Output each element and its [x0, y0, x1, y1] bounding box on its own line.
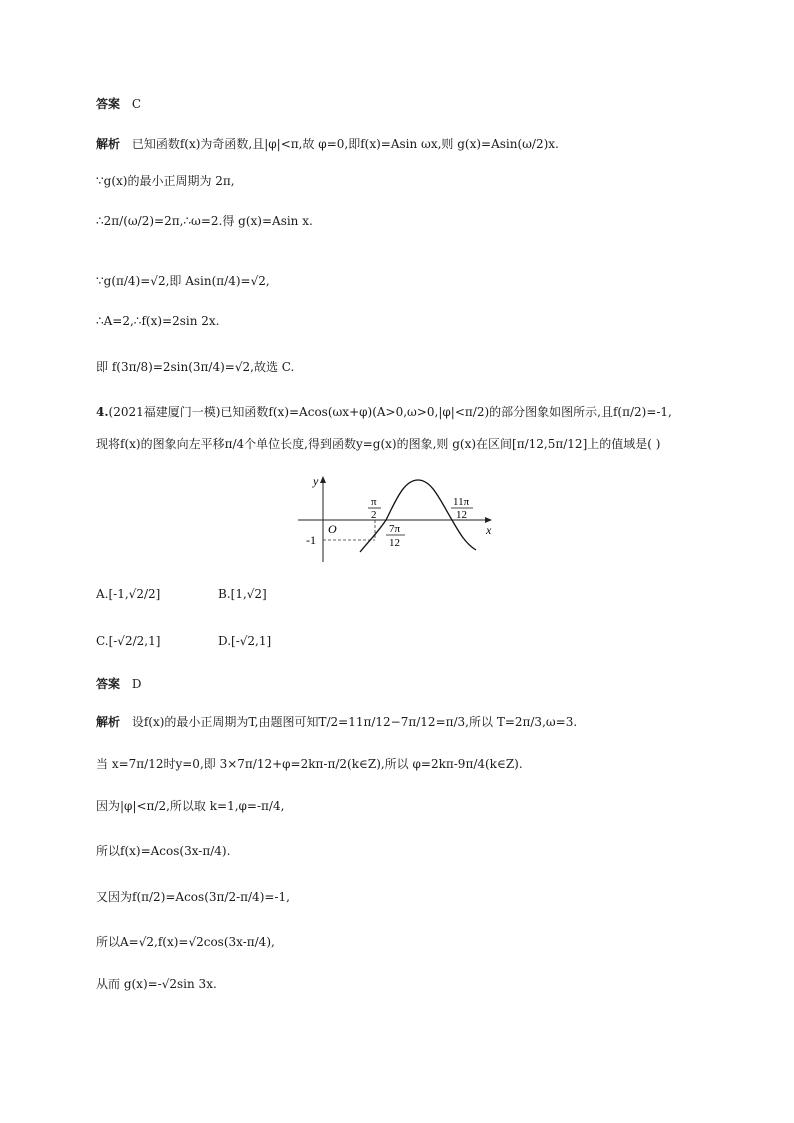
- y-axis-arrow: [320, 476, 326, 483]
- option-a[interactable]: A.[-1,√2/2]: [96, 587, 161, 601]
- question-4-line-2: 现将f(x)的图象向左平移π/4个单位长度,得到函数y=g(x)的图象,则 g(x)在区间[π/12,5π/12]上的值域是( ): [96, 437, 661, 451]
- solution-text: 已知函数f(x)为奇函数,且|φ|<π,故 φ=0,即f(x)=Asin ωx,则 g(x)=Asin(ω/2)x.: [131, 137, 559, 151]
- option-d[interactable]: D.[-√2,1]: [218, 634, 272, 648]
- solution-2-line-6: 所以A=√2,f(x)=√2cos(3x-π/4),: [96, 935, 275, 949]
- answer-value: D: [131, 677, 142, 691]
- function-graph: [0, 470, 794, 570]
- solution-2-line-3: 因为|φ|<π/2,所以取 k=1,φ=-π/4,: [96, 799, 285, 813]
- question-number: 4.: [96, 405, 109, 419]
- x-axis-label: x: [486, 523, 492, 537]
- solution-2-line-1: [96, 713, 577, 731]
- tick-11pi12-den: 12: [456, 509, 467, 521]
- answer-label: 答案: [96, 97, 121, 111]
- solution-1-line-3: ∴2π/(ω/2)=2π,∴ω=2.得 g(x)=Asin x.: [96, 214, 313, 228]
- solution-1-line-6: 即 f(3π/8)=2sin(3π/4)=√2,故选 C.: [96, 360, 295, 374]
- question-text: (2021福建厦门一模)已知函数f(x)=Acos(ωx+φ)(A>0,ω>0,|φ|<π/2)的部分图象如图所示,且f(π/2)=-1,: [108, 405, 672, 419]
- solution-2-line-2: 当 x=7π/12时y=0,即 3×7π/12+φ=2kπ-π/2(k∈Z),所以 φ=2kπ-9π/4(k∈Z).: [96, 757, 523, 771]
- solution-2-line-5: 又因为f(π/2)=Acos(3π/2-π/4)=-1,: [96, 890, 290, 904]
- solution-label: 解析: [96, 715, 121, 729]
- tick-7pi12-den: 12: [389, 537, 400, 549]
- tick-7pi12-num: 7π: [389, 523, 401, 535]
- solution-1-line-1: [96, 135, 559, 153]
- origin-label: O: [328, 522, 337, 536]
- question-4-line-1: [96, 403, 672, 421]
- answer-line-1: [96, 95, 141, 113]
- solution-1-line-2: ∵g(x)的最小正周期为 2π,: [96, 174, 235, 188]
- tick-pi2-den: 2: [371, 509, 377, 521]
- y-axis-label: y: [313, 474, 319, 488]
- answer-value: C: [131, 97, 142, 111]
- solution-1-line-4: ∵g(π/4)=√2,即 Asin(π/4)=√2,: [96, 274, 270, 288]
- solution-2-line-4: 所以f(x)=Acos(3x-π/4).: [96, 844, 231, 858]
- solution-1-line-5: ∴A=2,∴f(x)=2sin 2x.: [96, 314, 220, 328]
- solution-label: 解析: [96, 137, 121, 151]
- tick-11pi12-num: 11π: [453, 496, 470, 508]
- answer-label: 答案: [96, 677, 121, 691]
- tick-neg1-label: -1: [306, 533, 316, 547]
- option-c[interactable]: C.[-√2/2,1]: [96, 634, 161, 648]
- option-b[interactable]: B.[1,√2]: [218, 587, 267, 601]
- answer-line-2: [96, 675, 141, 693]
- solution-2-line-7: 从而 g(x)=-√2sin 3x.: [96, 977, 217, 991]
- solution-text: 设f(x)的最小正周期为T,由题图可知T/2=11π/12−7π/12=π/3,所以 T=2π/3,ω=3.: [131, 715, 578, 729]
- tick-pi2-num: π: [371, 496, 377, 508]
